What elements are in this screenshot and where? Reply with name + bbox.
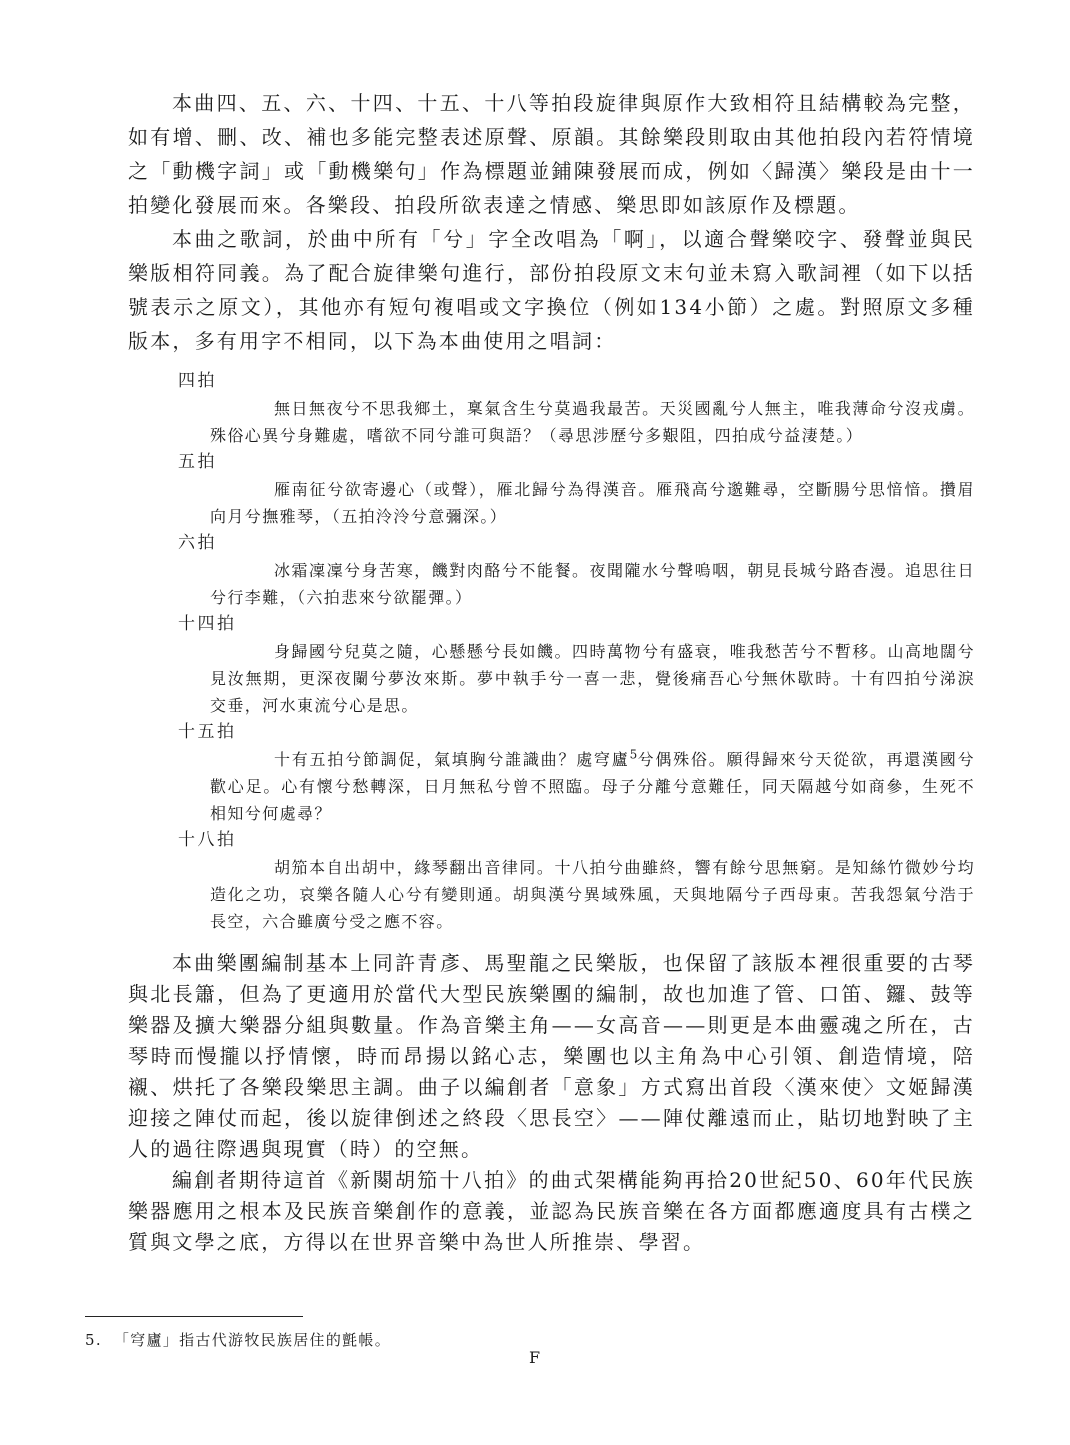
paragraph-beat-structure: 本曲四、五、六、十四、十五、十八等拍段旋律與原作大致相符且結構較為完整，如有增、刪、改、補也多能完整表述原聲、原韻。其餘樂段則取由其他拍段內若符情境之「動機字詞」或「動機樂句」作為標題並鋪陳發展而成，例如〈歸漢〉樂段是由十一拍變化發展而來。各樂段、拍段所欲表達之情感、樂思即如該原作及標題。 <box>128 91 975 217</box>
beat-label: 五拍 <box>178 452 217 472</box>
closing-block <box>128 948 975 1258</box>
lyrics-block <box>128 368 975 935</box>
beat-label: 十五拍 <box>178 722 237 742</box>
beat-label: 六拍 <box>178 533 217 553</box>
beat-section-18 <box>128 827 975 935</box>
page-number: F <box>528 1348 542 1367</box>
beat-section-15 <box>128 719 975 827</box>
beat-label: 四拍 <box>178 371 217 391</box>
beat-section-6 <box>128 530 975 611</box>
beat-lyrics: 雁南征兮欲寄邊心（或聲），雁北歸兮為得漢音。雁飛高兮邈難尋，空斷腸兮思愔愔。攢眉向月兮撫雅琴，（五拍泠泠兮意彌深。） <box>210 480 975 526</box>
beat-lyrics: 冰霜凜凜兮身苦寒，饑對肉酪兮不能餐。夜聞隴水兮聲嗚咽，朝見長城兮路杳漫。追思往日兮行李難，（六拍悲來兮欲罷彈。） <box>210 561 975 607</box>
beat-section-4 <box>128 368 975 449</box>
document-body <box>128 86 975 1258</box>
footnote-number: 5. <box>85 1331 102 1349</box>
footnote-divider <box>85 1316 303 1317</box>
beat-lyrics: 無日無夜兮不思我鄉土，稟氣含生兮莫過我最苦。天災國亂兮人無主，唯我薄命兮沒戎虜。殊俗心異兮身難處，嗜欲不同兮誰可與語？（尋思涉歷兮多艱阻，四拍成兮益淒楚。） <box>210 399 975 445</box>
beat-lyrics: 胡笳本自出胡中，緣琴翻出音律同。十八拍兮曲雖終，響有餘兮思無窮。是知絲竹微妙兮均造化之功，哀樂各隨人心兮有變則通。胡與漢兮異域殊風，天與地隔兮子西母東。苦我怨氣兮浩于長空，六合雖廣兮受之應不容。 <box>210 858 975 931</box>
footnote-text: 「穹廬」指古代游牧民族居住的氈帳。 <box>113 1331 392 1349</box>
beat-lyrics: 身歸國兮兒莫之隨，心懸懸兮長如饑。四時萬物兮有盛衰，唯我愁苦兮不暫移。山高地闊兮見汝無期，更深夜闌兮夢汝來斯。夢中執手兮一喜一悲，覺後痛吾心兮無休歇時。十有四拍兮涕淚交垂，河水東流兮心是思。 <box>210 642 975 715</box>
beat-lyrics-segment: 兮偶殊俗。願得歸來兮天從欲，再還漢國兮歡心足。心有懷兮愁轉深，日月無私兮曾不照臨。母子分離兮意難任，同天隔越兮如商參，生死不相知兮何處尋？ <box>210 750 975 823</box>
beat-lyrics <box>210 746 975 827</box>
paragraph-lyrics-intro: 本曲之歌詞，於曲中所有「兮」字全改唱為「啊」，以適合聲樂咬字、發聲並與民樂版相符同義。為了配合旋律樂句進行，部份拍段原文末句並未寫入歌詞裡（如下以括號表示之原文），其他亦有短句複唱或文字換位（例如134小節）之處。對照原文多種版本，多有用字不相同，以下為本曲使用之唱詞： <box>128 227 975 353</box>
beat-lyrics-segment: 十有五拍兮節調促，氣填胸兮誰識曲？處穹廬 <box>274 750 630 769</box>
beat-section-14 <box>128 611 975 719</box>
beat-section-5 <box>128 449 975 530</box>
footnote-ref-5: 5 <box>629 747 638 762</box>
beat-label: 十四拍 <box>178 614 237 634</box>
footnote-area <box>85 1316 845 1351</box>
beat-label: 十八拍 <box>178 830 237 850</box>
paragraph-composer-hope: 編創者期待這首《新闋胡笳十八拍》的曲式架構能夠再拾20世紀50、60年代民族樂器應用之根本及民族音樂創作的意義，並認為民族音樂在各方面都應適度具有古樸之質與文學之底，方得以在世界音樂中為世人所推崇、學習。 <box>128 1168 975 1254</box>
paragraph-orchestration: 本曲樂團編制基本上同許青彥、馬聖龍之民樂版，也保留了該版本裡很重要的古琴與北長簫，但為了更適用於當代大型民族樂團的編制，故也加進了管、口笛、鑼、鼓等樂器及擴大樂器分組與數量。作為音樂主角——女高音——則更是本曲靈魂之所在，古琴時而慢攏以抒情懷，時而昂揚以銘心志，樂團也以主角為中心引領、創造情境，陪襯、烘托了各樂段樂思主調。曲子以編創者「意象」方式寫出首段〈漢來使〉文姬歸漢迎接之陣仗而起，後以旋律倒述之終段〈思長空〉——陣仗離遠而止，貼切地對映了主人的過往際遇與現實（時）的空無。 <box>128 951 975 1161</box>
